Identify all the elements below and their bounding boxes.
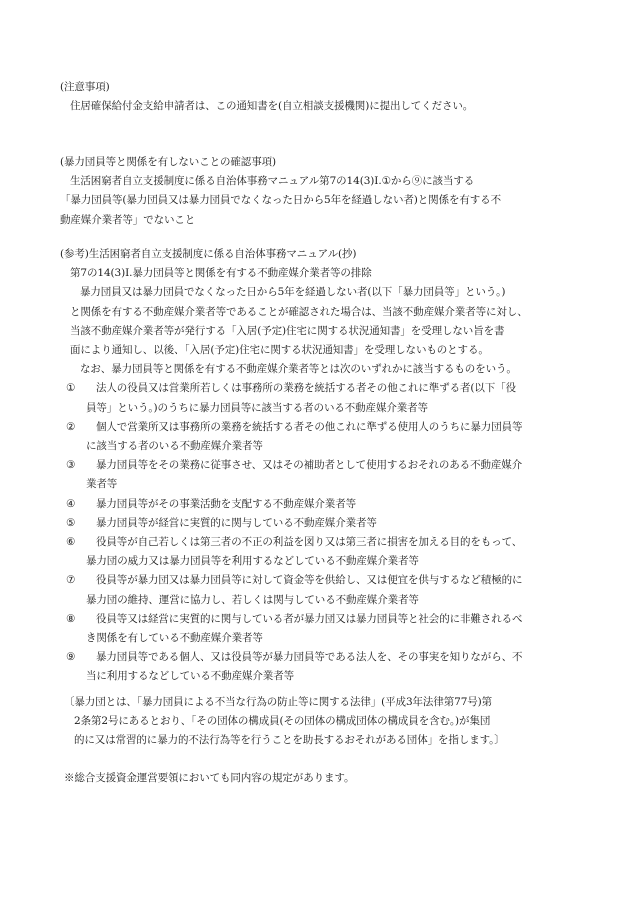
reference-heading: (参考)生活困窮者自立支援制度に係る自治体事務マニュアル(抄): [60, 248, 357, 260]
item-number: ⑤: [66, 516, 76, 529]
list-item: [60, 648, 580, 686]
item-line: 暴力団の維持、運営に協力し、若しくは関与している不動産媒介業者等: [86, 593, 419, 606]
item-line: 役員等又は経営に実質的に関与している者が暴力団又は暴力団員等と社会的に非難されるべ: [96, 612, 523, 625]
item-line: 員等」という。)のうちに暴力団員等に該当する者のいる不動産媒介業者等: [86, 401, 428, 414]
item-line: 暴力団員等が経営に実質的に関与している不動産媒介業者等: [96, 516, 377, 529]
item-line: 暴力団員等である個人、又は役員等が暴力団員等である法人を、その事実を知りながら、不: [96, 651, 523, 664]
item-line: に該当する者のいる不動産媒介業者等: [86, 440, 263, 453]
reference-paragraph-line: 当該不動産媒介業者等が発行する「入居(予定)住宅に関する状況通知書」を受理しない旨を書: [70, 324, 505, 337]
list-item: [60, 495, 580, 514]
item-number: ③: [66, 459, 76, 472]
footnote: [64, 769, 584, 788]
list-item: [60, 456, 580, 494]
item-number: ④: [66, 497, 76, 510]
item-line: 法人の役員又は営業所若しくは事務所の業務を統括する者その他これに準ずる者(以下「役: [96, 382, 516, 395]
item-line: 暴力団員等をその業務に従事させ、又はその補助者として使用するおそれのある不動産媒介: [96, 459, 523, 472]
notice-heading: (注意事項): [60, 81, 110, 93]
reference-paragraph-line: と関係を有する不動産媒介業者等であることが確認された場合は、当該不動産媒介業者等に対し、: [70, 305, 528, 318]
item-number: ②: [66, 420, 76, 433]
definition-line: 〔暴力団とは、「暴力団員による不当な行為の防止等に関する法律」(平成3年法律第77号)第: [64, 696, 493, 708]
item-number: ⑨: [66, 651, 76, 664]
item-number: ⑧: [66, 612, 76, 625]
item-number: ①: [66, 382, 76, 395]
list-item: [60, 610, 580, 648]
item-line: 当に利用するなどしている不動産媒介業者等: [86, 670, 294, 683]
reference-paragraph-line: なお、暴力団員等と関係を有する不動産媒介業者等とは次のいずれかに該当するものをいう。: [80, 363, 517, 376]
confirm-section: [60, 153, 580, 230]
confirm-line: 動産媒介業者等」でないこと: [60, 213, 196, 226]
footnote-text: ※総合支援資金運営要領においても同内容の規定があります。: [64, 772, 355, 784]
notice-section: [60, 78, 580, 116]
item-line: 役員等が自己若しくは第三者の不正の利益を図り又は第三者に損害を加える目的をもって、: [96, 536, 523, 549]
list-item: [60, 533, 580, 571]
item-line: 役員等が暴力団又は暴力団員等に対して資金等を供給し、又は便宜を供与するなど積極的に: [96, 574, 523, 587]
list-item: [60, 418, 580, 456]
item-number: ⑦: [66, 574, 76, 587]
reference-paragraph-line: 面により通知し、以後、「入居(予定)住宅に関する状況通知書」を受理しないものとする。: [70, 344, 489, 357]
list-item: [60, 571, 580, 609]
list-item: [60, 514, 580, 533]
reference-section-title: 第7の14(3)Ⅰ.暴力団員等と関係を有する不動産媒介業者等の排除: [70, 267, 372, 280]
confirm-line: 生活困窮者自立支援制度に係る自治体事務マニュアル第7の14(3)Ⅰ.①から⑨に該当する: [70, 175, 475, 188]
item-line: 暴力団員等がその事業活動を支配する不動産媒介業者等: [96, 497, 356, 510]
confirm-heading: (暴力団員等と関係を有しないことの確認事項): [60, 156, 276, 168]
confirm-line: 「暴力団員等(暴力団員又は暴力団員でなくなった日から5年を経過しない者)と関係を有する不: [60, 194, 501, 207]
definition-section: [64, 693, 576, 751]
reference-section: [60, 245, 580, 687]
list-item: [60, 379, 580, 417]
item-line: 暴力団の威力又は暴力団員等を利用するなどしている不動産媒介業者等: [86, 555, 419, 568]
item-number: ⑥: [66, 536, 76, 549]
definition-line: 的に又は常習的に暴力的不法行為等を行うことを助長するおそれがある団体」を指します。〕: [74, 734, 505, 747]
item-line: き関係を有している不動産媒介業者等: [86, 632, 263, 645]
definition-line: 2条第2号にあるとおり、「その団体の構成員(その団体の構成団体の構成員を含む。)が集団: [74, 715, 491, 728]
reference-paragraph-line: 暴力団員又は暴力団員でなくなった日から5年を経過しない者(以下「暴力団員等」という。): [80, 286, 506, 299]
item-line: 業者等: [86, 478, 118, 491]
notice-text: 住居確保給付金支給申請者は、この通知書を(自立相談支援機関)に提出してください。: [70, 100, 474, 113]
item-line: 個人で営業所又は事務所の業務を統括する者その他これに準ずる使用人のうちに暴力団員等: [96, 420, 523, 433]
